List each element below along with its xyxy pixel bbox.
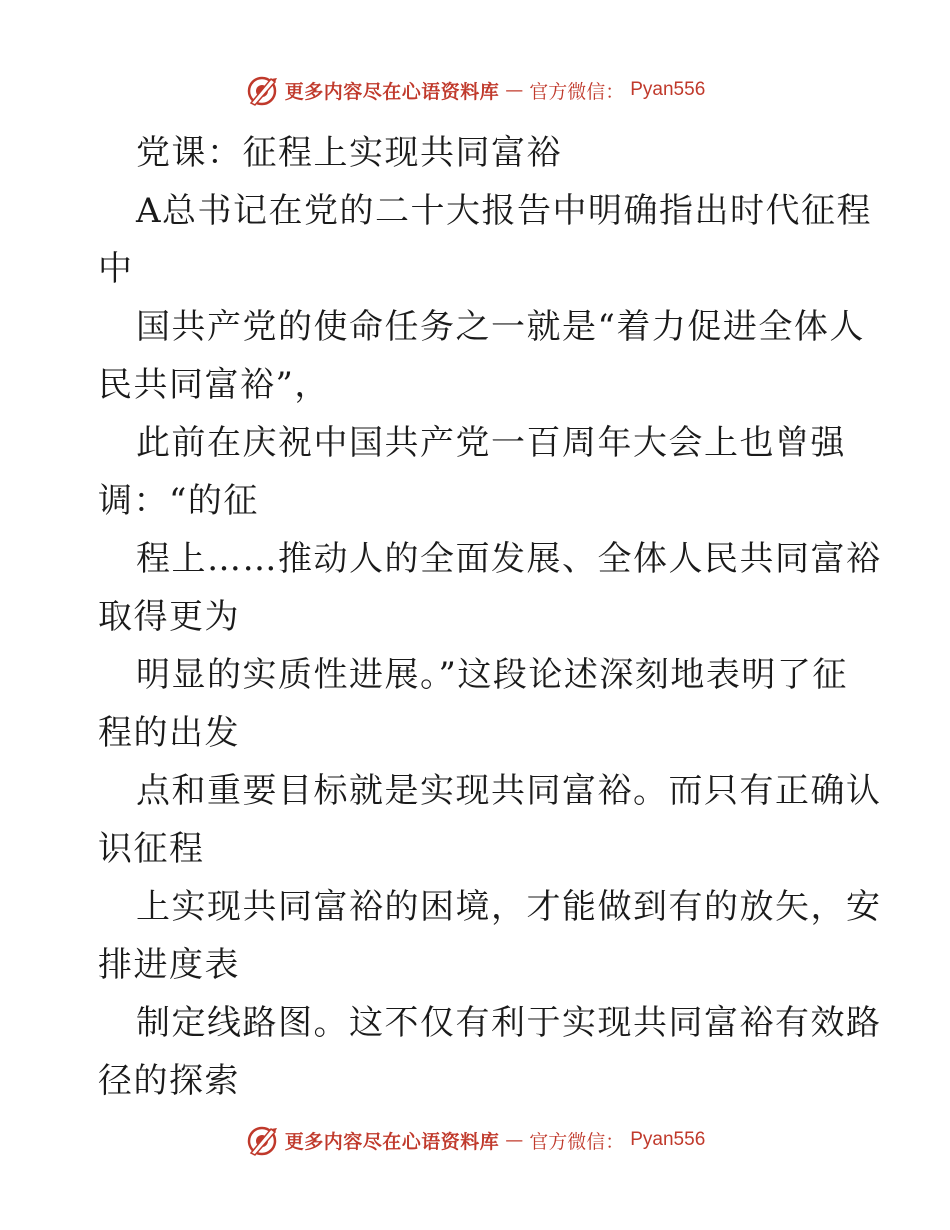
- document-line: 径的探索: [98, 1061, 240, 1101]
- document-line: 调：“的征: [98, 481, 259, 521]
- pen-logo-icon: [245, 73, 279, 107]
- footer-banner-inner: [245, 1123, 706, 1157]
- document-line: A总书记在党的二十大报告中明确指出时代征程: [136, 191, 873, 231]
- document-line: 中: [98, 249, 134, 289]
- header-banner: [0, 70, 950, 110]
- document-line: 程上……推动人的全面发展、全体人民共同富裕: [136, 539, 882, 579]
- document-line: 程的出发: [98, 713, 240, 753]
- document-line: 取得更为: [98, 597, 240, 637]
- document-body: [98, 124, 882, 1110]
- banner-separator: —: [505, 79, 524, 101]
- banner-separator: —: [505, 1129, 524, 1151]
- footer-banner: [0, 1120, 950, 1160]
- document-line: 明显的实质性进展。”这段论述深刻地表明了征: [136, 655, 848, 695]
- document-line: 国共产党的使命任务之一就是“着力促进全体人: [136, 307, 865, 347]
- document-line: 上实现共同富裕的困境，才能做到有的放矢，安: [136, 887, 882, 927]
- banner-title: 更多内容尽在心语资料库: [284, 80, 500, 103]
- document-line: 党课：征程上实现共同富裕: [136, 133, 562, 173]
- banner-label: 官方微信：: [529, 80, 625, 103]
- document-line: 排进度表: [98, 945, 240, 985]
- banner-label: 官方微信：: [529, 1130, 625, 1153]
- document-line: 民共同富裕”，: [98, 365, 330, 405]
- document-line: 识征程: [98, 829, 205, 869]
- banner-wechat-id: Pyan556: [630, 79, 706, 100]
- pen-logo-icon: [245, 1123, 279, 1157]
- document-line: 制定线路图。这不仅有利于实现共同富裕有效路: [136, 1003, 882, 1043]
- banner-wechat-id: Pyan556: [630, 1129, 706, 1150]
- banner-title: 更多内容尽在心语资料库: [284, 1130, 500, 1153]
- document-line: 此前在庆祝中国共产党一百周年大会上也曾强: [136, 423, 846, 463]
- header-banner-inner: [245, 73, 706, 107]
- document-line: 点和重要目标就是实现共同富裕。而只有正确认: [136, 771, 882, 811]
